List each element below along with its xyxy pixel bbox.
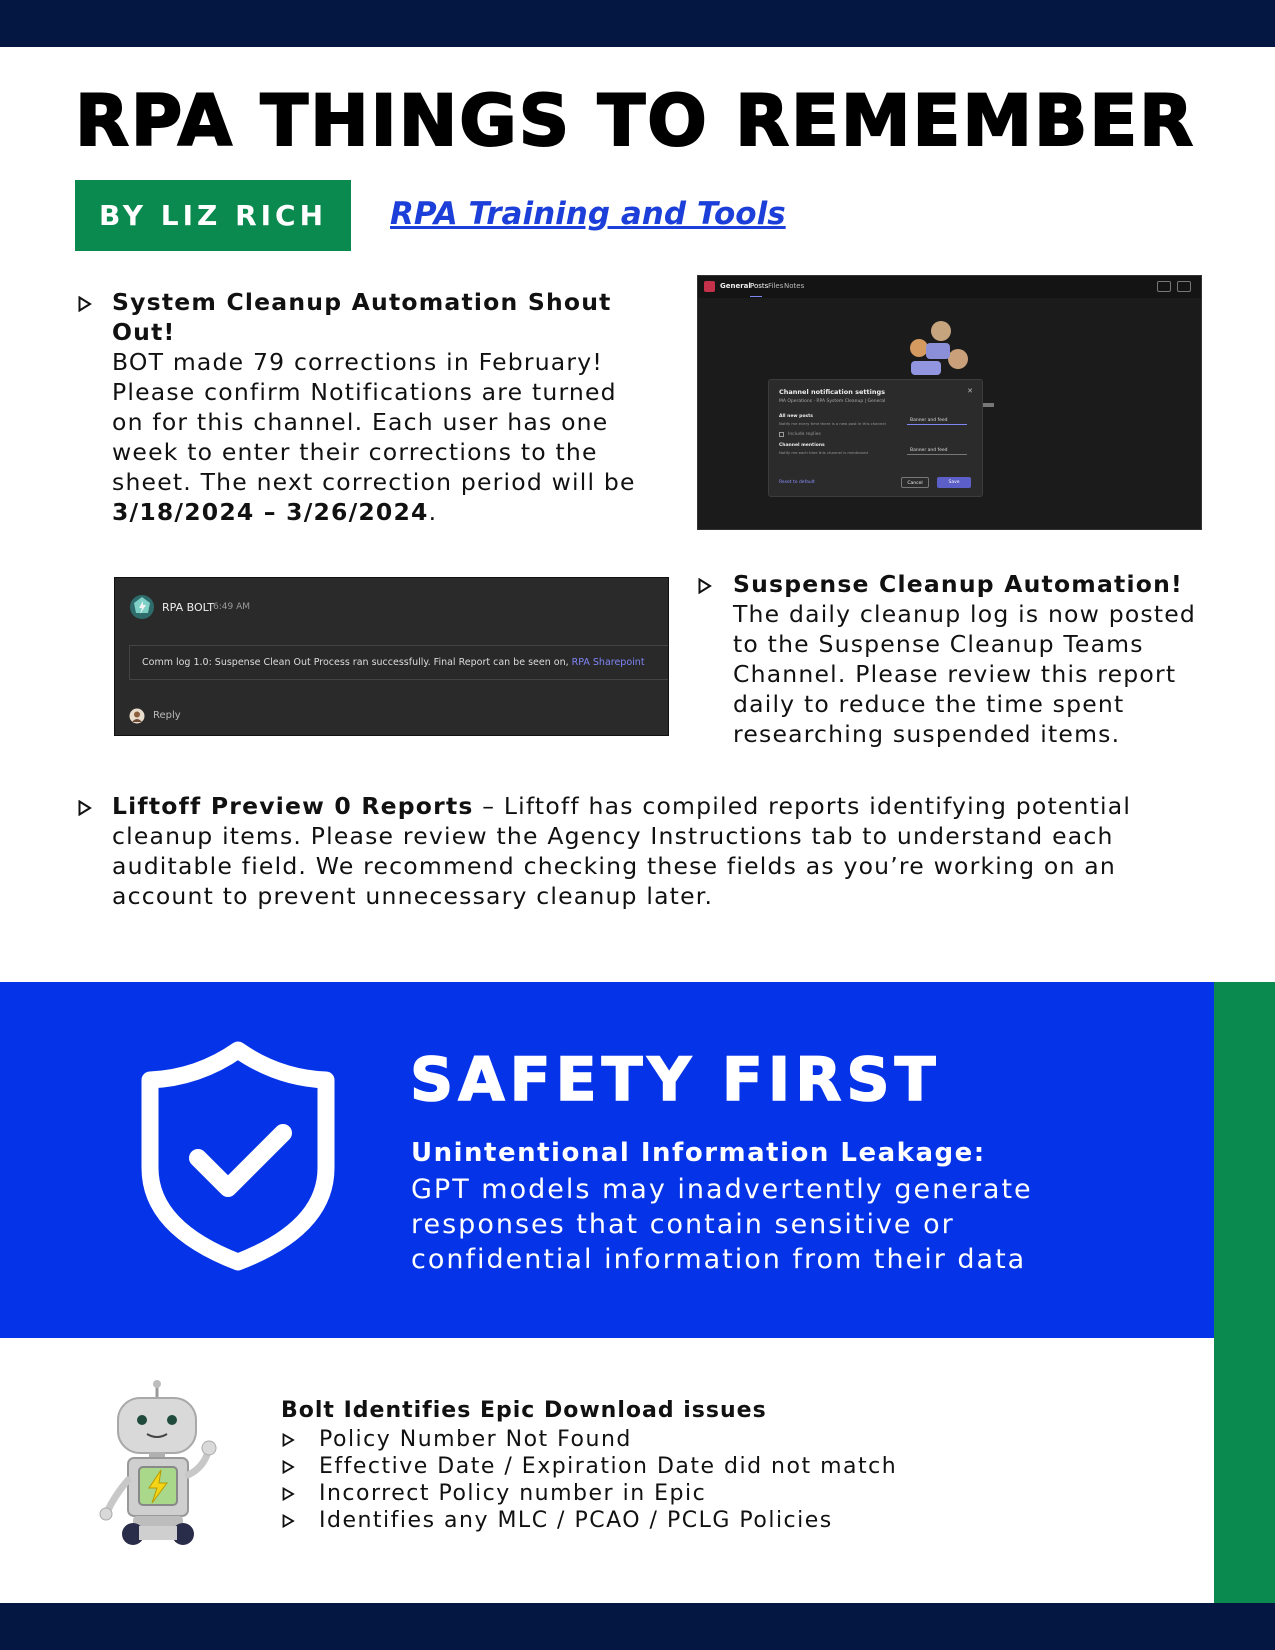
bolt-issue-text: Identifies any MLC / PCAO / PCLG Policies	[319, 1508, 833, 1533]
include-replies-label: Include replies	[788, 432, 821, 437]
suspense-cleanup-line: Channel. Please review this report	[733, 660, 1177, 688]
sharepoint-link: RPA Sharepoint	[571, 657, 645, 668]
system-cleanup-line: BOT made 79 corrections in February!	[112, 348, 603, 376]
suspense-cleanup-line: to the Suspense Cleanup Teams	[733, 630, 1144, 658]
page-title: RPA THINGS TO REMEMBER	[75, 80, 1196, 162]
tab-notes: Notes	[784, 282, 805, 290]
liftoff-section	[112, 791, 1262, 911]
list-item	[281, 1426, 897, 1453]
training-link[interactable]: RPA Training and Tools	[390, 196, 786, 232]
system-cleanup-heading: System Cleanup Automation Shout Out!	[112, 288, 612, 346]
system-cleanup-line: on for this channel. Each user has one	[112, 408, 609, 436]
channel-mentions-label: Channel mentions	[779, 443, 825, 448]
channel-mentions-desc: Notify me each time this channel is mentioned	[779, 450, 868, 455]
triangle-bullet-icon	[78, 800, 92, 816]
top-bar	[0, 0, 1275, 47]
channel-icon	[704, 281, 715, 292]
suspense-cleanup-heading: Suspense Cleanup Automation!	[733, 570, 1183, 598]
bot-message-body	[129, 645, 669, 680]
liftoff-line: – Liftoff has compiled reports identifying potential	[473, 792, 1132, 820]
cancel-button: Cancel	[901, 477, 929, 488]
teams-notification-screenshot	[697, 275, 1202, 530]
list-item	[281, 1507, 897, 1534]
triangle-bullet-icon	[78, 296, 92, 312]
safety-subtitle: Unintentional Information Leakage:	[411, 1138, 986, 1168]
bot-message-text: Comm log 1.0: Suspense Clean Out Process ran successfully. Final Report can be seen on,	[142, 657, 569, 668]
correction-dates: 3/18/2024 – 3/26/2024	[112, 498, 429, 526]
system-cleanup-line: Please confirm Notifications are turned	[112, 378, 617, 406]
channel-mentions-select	[907, 446, 967, 455]
bolt-heading: Bolt Identifies Epic Download issues	[281, 1398, 767, 1423]
system-cleanup-line: sheet. The next correction period will be	[112, 468, 636, 496]
list-item	[281, 1453, 897, 1480]
bolt-avatar-icon	[128, 593, 156, 621]
reply-button: Reply	[153, 710, 181, 721]
info-button	[1177, 281, 1191, 292]
triangle-bullet-icon	[282, 1460, 295, 1474]
system-cleanup-line: week to enter their corrections to the	[112, 438, 598, 466]
notification-dialog	[768, 379, 983, 497]
dialog-title: Channel notification settings	[779, 388, 885, 396]
all-new-posts-select	[907, 416, 967, 425]
green-side-strip	[1214, 982, 1275, 1603]
bot-message-time: 6:49 AM	[213, 602, 250, 612]
safety-body	[411, 1172, 1033, 1277]
safety-line: GPT models may inadvertently generate	[411, 1174, 1033, 1205]
reset-to-default-link: Reset to default	[779, 480, 815, 485]
channel-mentions-select-value: Banner and feed	[910, 448, 948, 453]
all-new-posts-select-value: Banner and feed	[910, 418, 948, 423]
bolt-message-screenshot	[114, 577, 669, 736]
all-new-posts-label: All new posts	[779, 414, 813, 419]
bot-sender-name: RPA BOLT	[162, 601, 214, 614]
tab-files: Files	[768, 282, 784, 290]
shield-check-icon	[138, 1038, 338, 1273]
user-avatar-icon	[129, 708, 145, 724]
channel-illustration	[906, 321, 981, 381]
tab-underline	[750, 296, 762, 297]
tab-posts: Posts	[750, 282, 769, 290]
channel-name: General	[720, 282, 751, 290]
bolt-issue-text: Policy Number Not Found	[319, 1427, 632, 1452]
bolt-robot-icon	[95, 1380, 225, 1550]
triangle-bullet-icon	[698, 578, 712, 594]
teams-toolbar	[698, 276, 1201, 298]
all-new-posts-desc: Notify me every time there is a new post in this channel	[779, 421, 886, 426]
meet-button	[1157, 281, 1171, 292]
suspense-cleanup-line: The daily cleanup log is now posted	[733, 600, 1197, 628]
triangle-bullet-icon	[282, 1487, 295, 1501]
side-text	[982, 403, 994, 407]
bolt-issue-text: Incorrect Policy number in Epic	[319, 1481, 707, 1506]
safety-line: responses that contain sensitive or	[411, 1209, 955, 1240]
author-badge: BY LIZ RICH	[75, 180, 351, 251]
triangle-bullet-icon	[282, 1514, 295, 1528]
bottom-bar	[0, 1603, 1275, 1650]
suspense-cleanup-line: researching suspended items.	[733, 720, 1121, 748]
suspense-cleanup-line: daily to reduce the time spent	[733, 690, 1125, 718]
liftoff-line: cleanup items. Please review the Agency Instructions tab to understand each	[112, 822, 1114, 850]
liftoff-line: account to prevent unnecessary cleanup later.	[112, 882, 714, 910]
dialog-path: MA Operations · RPA System Cleanup | General	[779, 399, 886, 404]
suspense-cleanup-section	[733, 569, 1273, 749]
list-item	[281, 1480, 897, 1507]
save-button: Save	[937, 477, 971, 488]
bolt-issue-text: Effective Date / Expiration Date did not match	[319, 1454, 898, 1479]
safety-title: SAFETY FIRST	[410, 1045, 941, 1115]
liftoff-line: auditable field. We recommend checking these fields as you’re working on an	[112, 852, 1116, 880]
triangle-bullet-icon	[282, 1433, 295, 1447]
close-icon: ✕	[967, 387, 973, 395]
liftoff-heading: Liftoff Preview 0 Reports	[112, 792, 474, 820]
include-replies-checkbox	[779, 432, 784, 437]
safety-line: confidential information from their data	[411, 1244, 1027, 1275]
system-cleanup-section: System Cleanup Automation Shout Out! BOT made 79 corrections in February! Please confirm Notifications are turned on for this channel. Each user has one week to enter their corrections to the sheet. The next correction period will be 3/18/2024 – 3/26/2024.	[112, 287, 672, 527]
bolt-issue-list	[281, 1426, 897, 1534]
